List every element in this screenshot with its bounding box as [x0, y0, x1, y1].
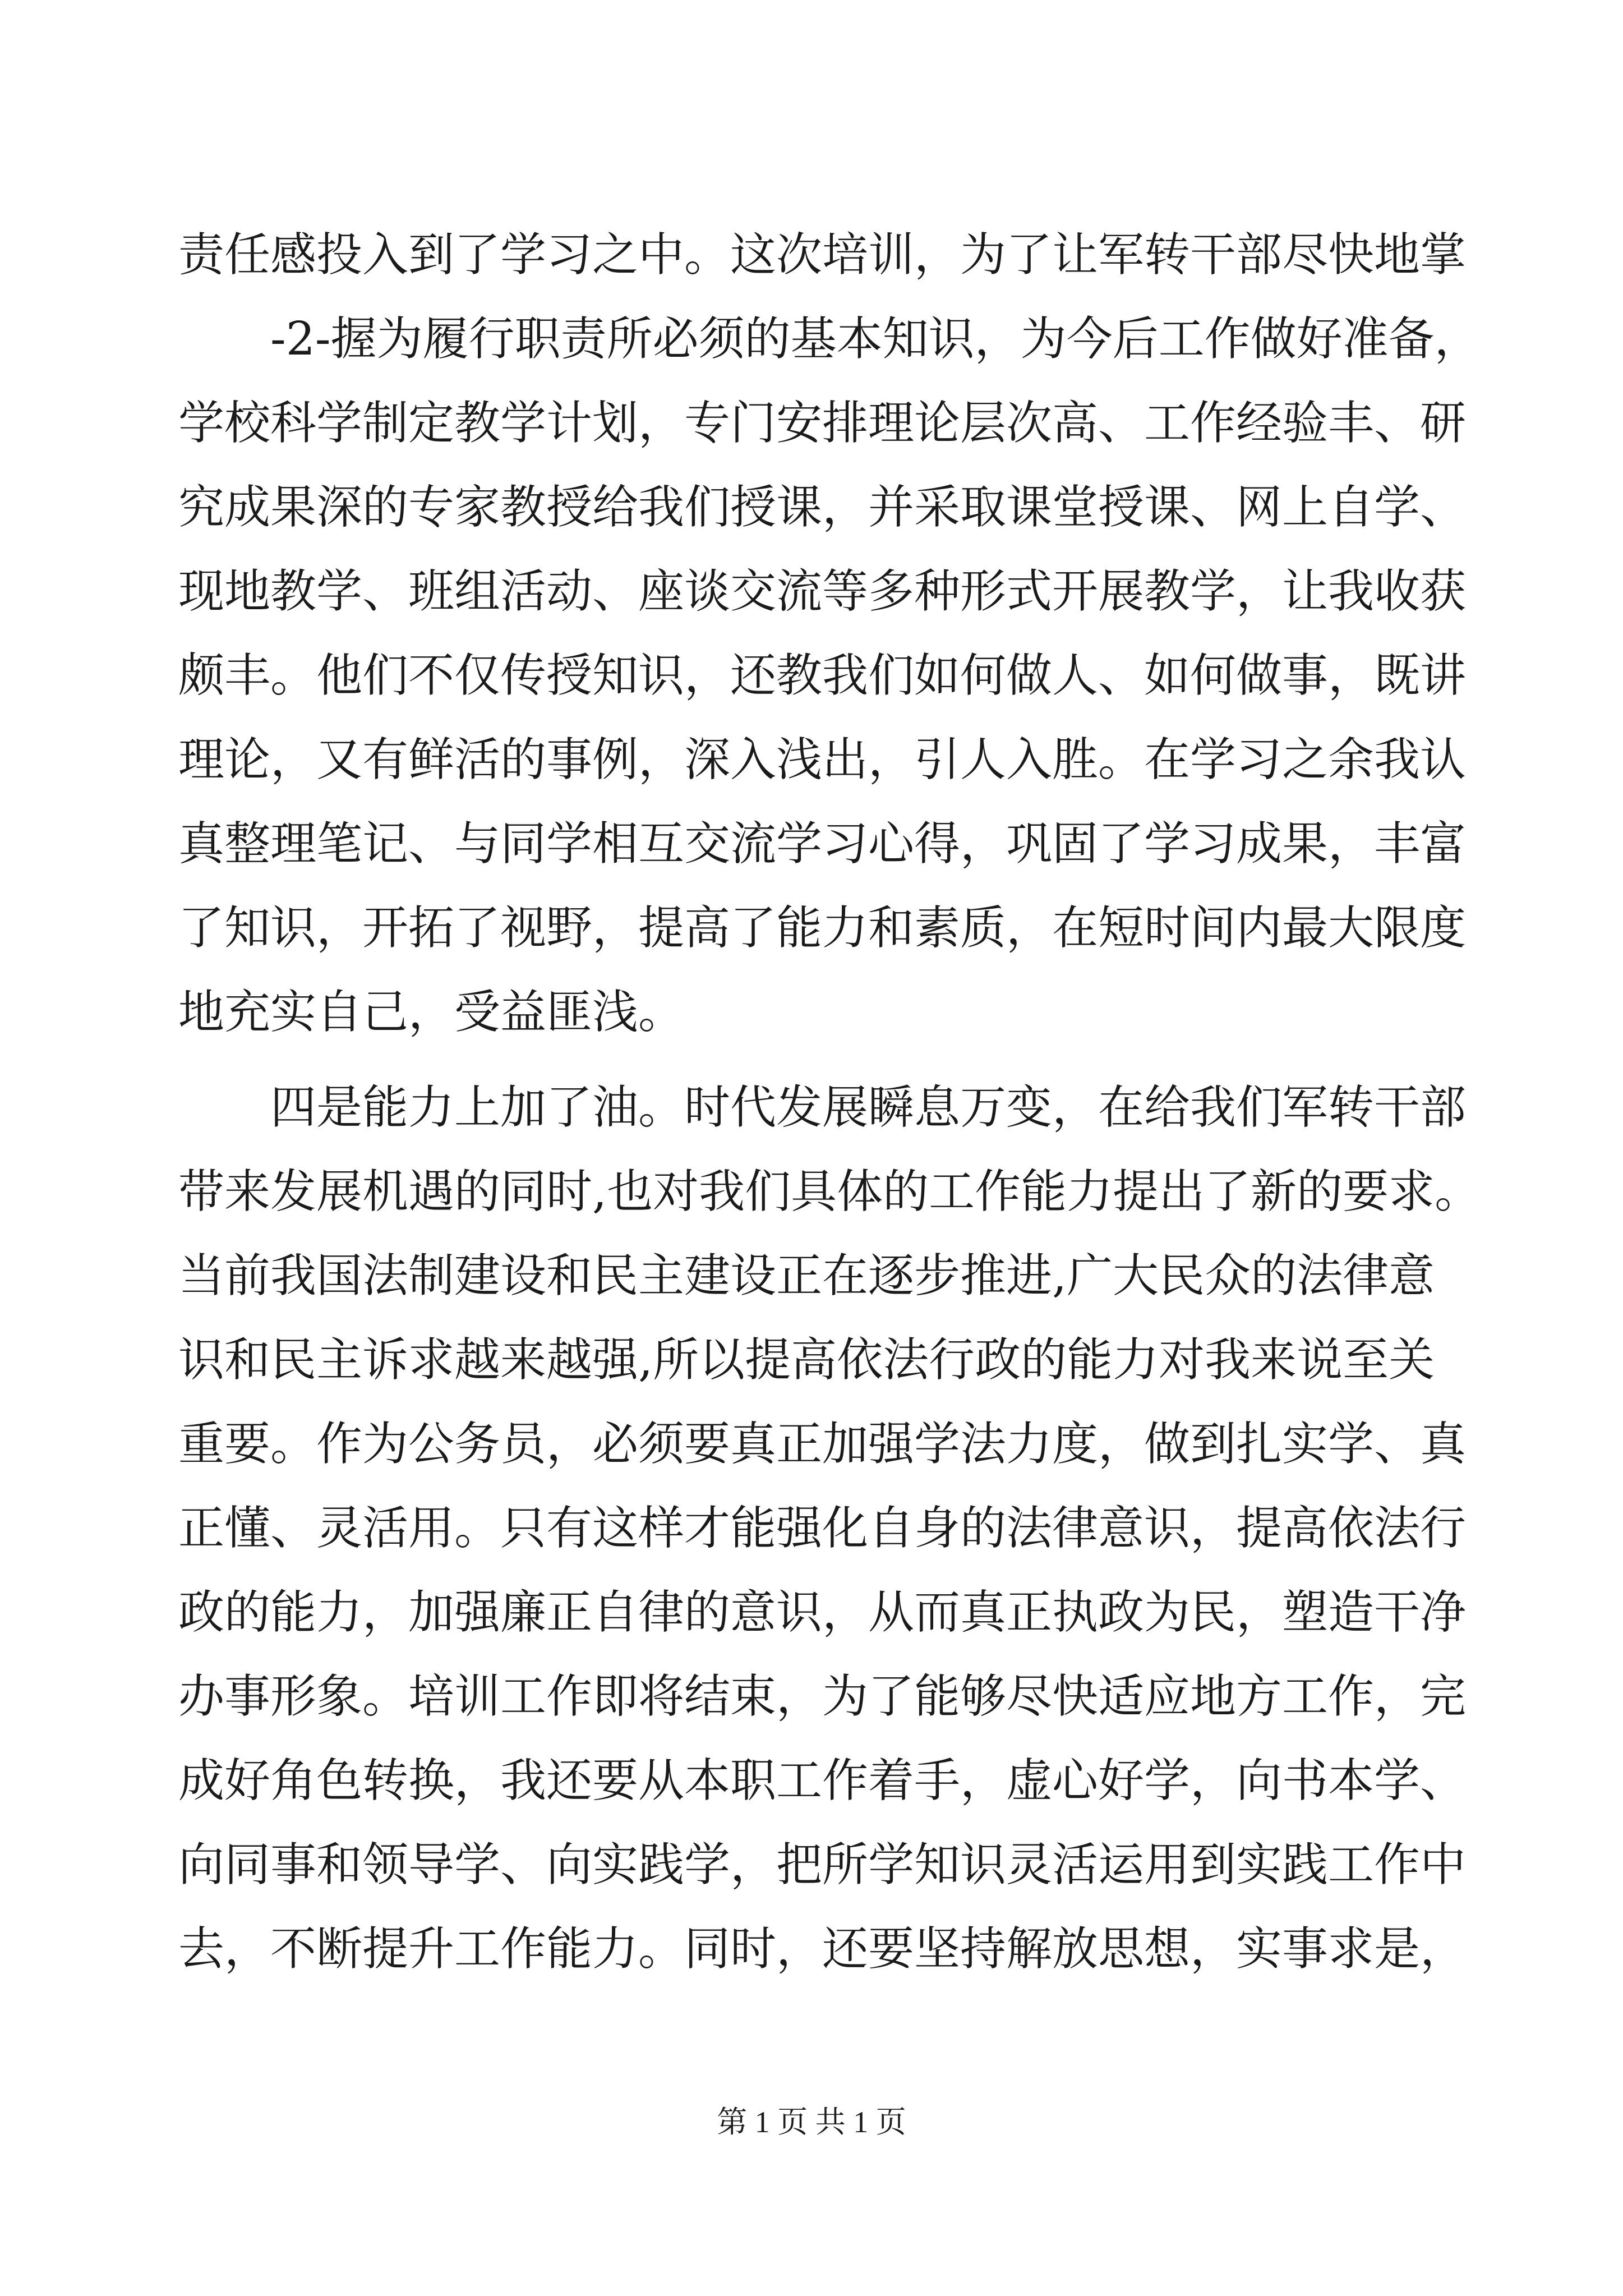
text-line: 办事形象。培训工作即将结束，为了能够尽快适应地方工作，完 — [178, 1670, 1467, 1723]
text-line: 究成果深的专家教授给我们授课，并采取课堂授课、网上自学、 — [178, 481, 1467, 534]
text-line: 重要。作为公务员，必须要真正加强学法力度，做到扎实学、真 — [178, 1418, 1467, 1471]
page-number-label: 第 1 页 共 1 页 — [717, 2105, 906, 2139]
text-line: 责任感投入到了学习之中。这次培训，为了让军转干部尽快地掌 — [178, 228, 1467, 282]
text-line: 四是能力上加了油。时代发展瞬息万变，在给我们军转干部 — [178, 1081, 1467, 1134]
text-line: 学校科学制定教学计划，专门安排理论层次高、工作经验丰、研 — [178, 397, 1467, 450]
text-line: 成好角色转换，我还要从本职工作着手，虚心好学，向书本学、 — [178, 1754, 1467, 1807]
text-line: 带来发展机遇的同时,也对我们具体的工作能力提出了新的要求。 — [178, 1165, 1481, 1218]
text-line: 地充实自己，受益匪浅。 — [178, 986, 685, 1039]
text-line: -2-握为履行职责所必须的基本知识，为今后工作做好准备， — [178, 312, 1481, 366]
text-line: 了知识，开拓了视野，提高了能力和素质，在短时间内最大限度 — [178, 901, 1467, 955]
text-line: 正懂、灵活用。只有这样才能强化自身的法律意识，提高依法行 — [178, 1502, 1467, 1555]
text-line: 颇丰。他们不仅传授知识，还教我们如何做人、如何做事，既讲 — [178, 649, 1467, 702]
text-line: 真整理笔记、与同学相互交流学习心得，巩固了学习成果，丰富 — [178, 817, 1467, 871]
text-line: 当前我国法制建设和民主建设正在逐步推进,广大民众的法律意 — [178, 1249, 1435, 1303]
text-line: 理论，又有鲜活的事例，深入浅出，引人入胜。在学习之余我认 — [178, 733, 1467, 786]
text-line: 现地教学、班组活动、座谈交流等多种形式开展教学，让我收获 — [178, 565, 1467, 618]
text-line: 去，不断提升工作能力。同时，还要坚持解放思想，实事求是， — [178, 1922, 1467, 1976]
text-line: 政的能力，加强廉正自律的意识，从而真正执政为民，塑造干净 — [178, 1586, 1467, 1639]
text-line: 识和民主诉求越来越强,所以提高依法行政的能力对我来说至关 — [178, 1333, 1435, 1387]
page-footer — [0, 2098, 1623, 2141]
text-line: 向同事和领导学、向实践学，把所学知识灵活运用到实践工作中 — [178, 1838, 1467, 1892]
